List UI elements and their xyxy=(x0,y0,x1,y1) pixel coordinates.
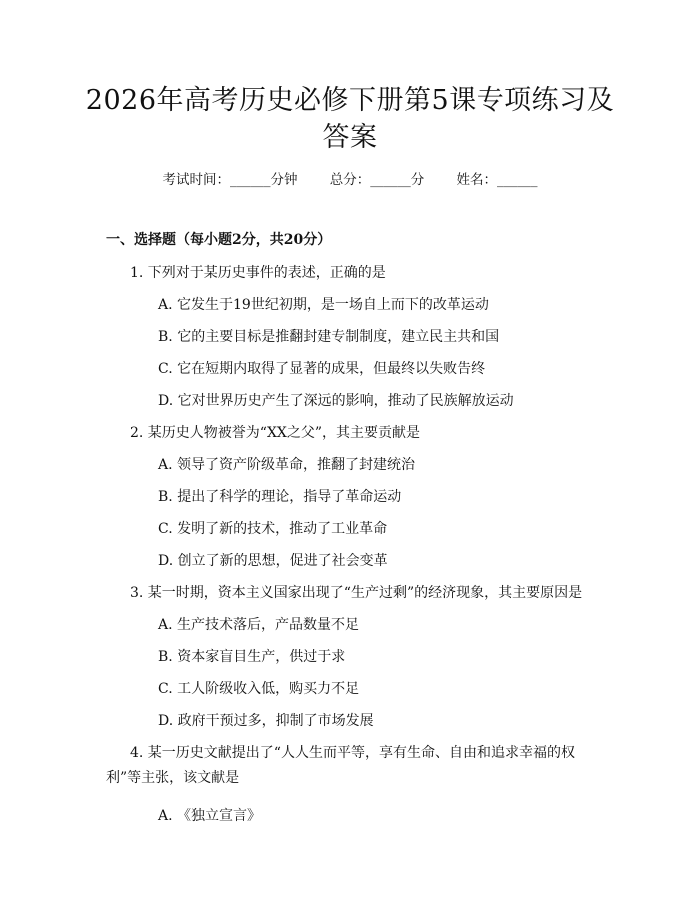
question-stem: 3. 某一时期，资本主义国家出现了“生产过剩”的经济现象，其主要原因是 xyxy=(130,585,583,601)
question-stem: 1. 下列对于某历史事件的表述，正确的是 xyxy=(130,265,386,281)
exam-info xyxy=(0,168,700,188)
question-option: D. 它对世界历史产生了深远的影响，推动了民族解放运动 xyxy=(158,393,514,409)
question-option: A. 它发生于19世纪初期，是一场自上而下的改革运动 xyxy=(158,297,489,313)
question-option: C. 发明了新的技术，推动了工业革命 xyxy=(158,521,388,537)
question-option: D. 创立了新的思想，促进了社会变革 xyxy=(158,553,388,569)
question-option: A. 领导了资产阶级革命，推翻了封建统治 xyxy=(158,457,416,473)
total-score: 总分：______分 xyxy=(329,172,425,188)
question-option: B. 资本家盲目生产，供过于求 xyxy=(158,649,346,665)
document-title-line2: 答案 xyxy=(322,122,378,153)
section-heading: 一、选择题（每小题2分，共20分） xyxy=(106,232,332,248)
question-option: C. 工人阶级收入低，购买力不足 xyxy=(158,681,360,697)
question-option: A. 《独立宣言》 xyxy=(158,808,262,824)
exam-time: 考试时间：______分钟 xyxy=(162,172,298,188)
student-name: 姓名：______ xyxy=(456,172,538,188)
question-stem: 2. 某历史人物被誉为“XX之父”，其主要贡献是 xyxy=(130,425,421,441)
question-option: A. 生产技术落后，产品数量不足 xyxy=(158,617,360,633)
question-option: D. 政府干预过多，抑制了市场发展 xyxy=(158,713,374,729)
question-option: B. 它的主要目标是推翻封建专制制度，建立民主共和国 xyxy=(158,329,500,345)
question-option: B. 提出了科学的理论，指导了革命运动 xyxy=(158,489,402,505)
question-option: C. 它在短期内取得了显著的成果，但最终以失败告终 xyxy=(158,361,486,377)
question-stem: 4. 某一历史文献提出了“人人生而平等，享有生命、自由和追求幸福的权利”等主张，该文献是 xyxy=(106,745,575,786)
document-title-line1: 2026年高考历史必修下册第5课专项练习及 xyxy=(85,85,615,116)
